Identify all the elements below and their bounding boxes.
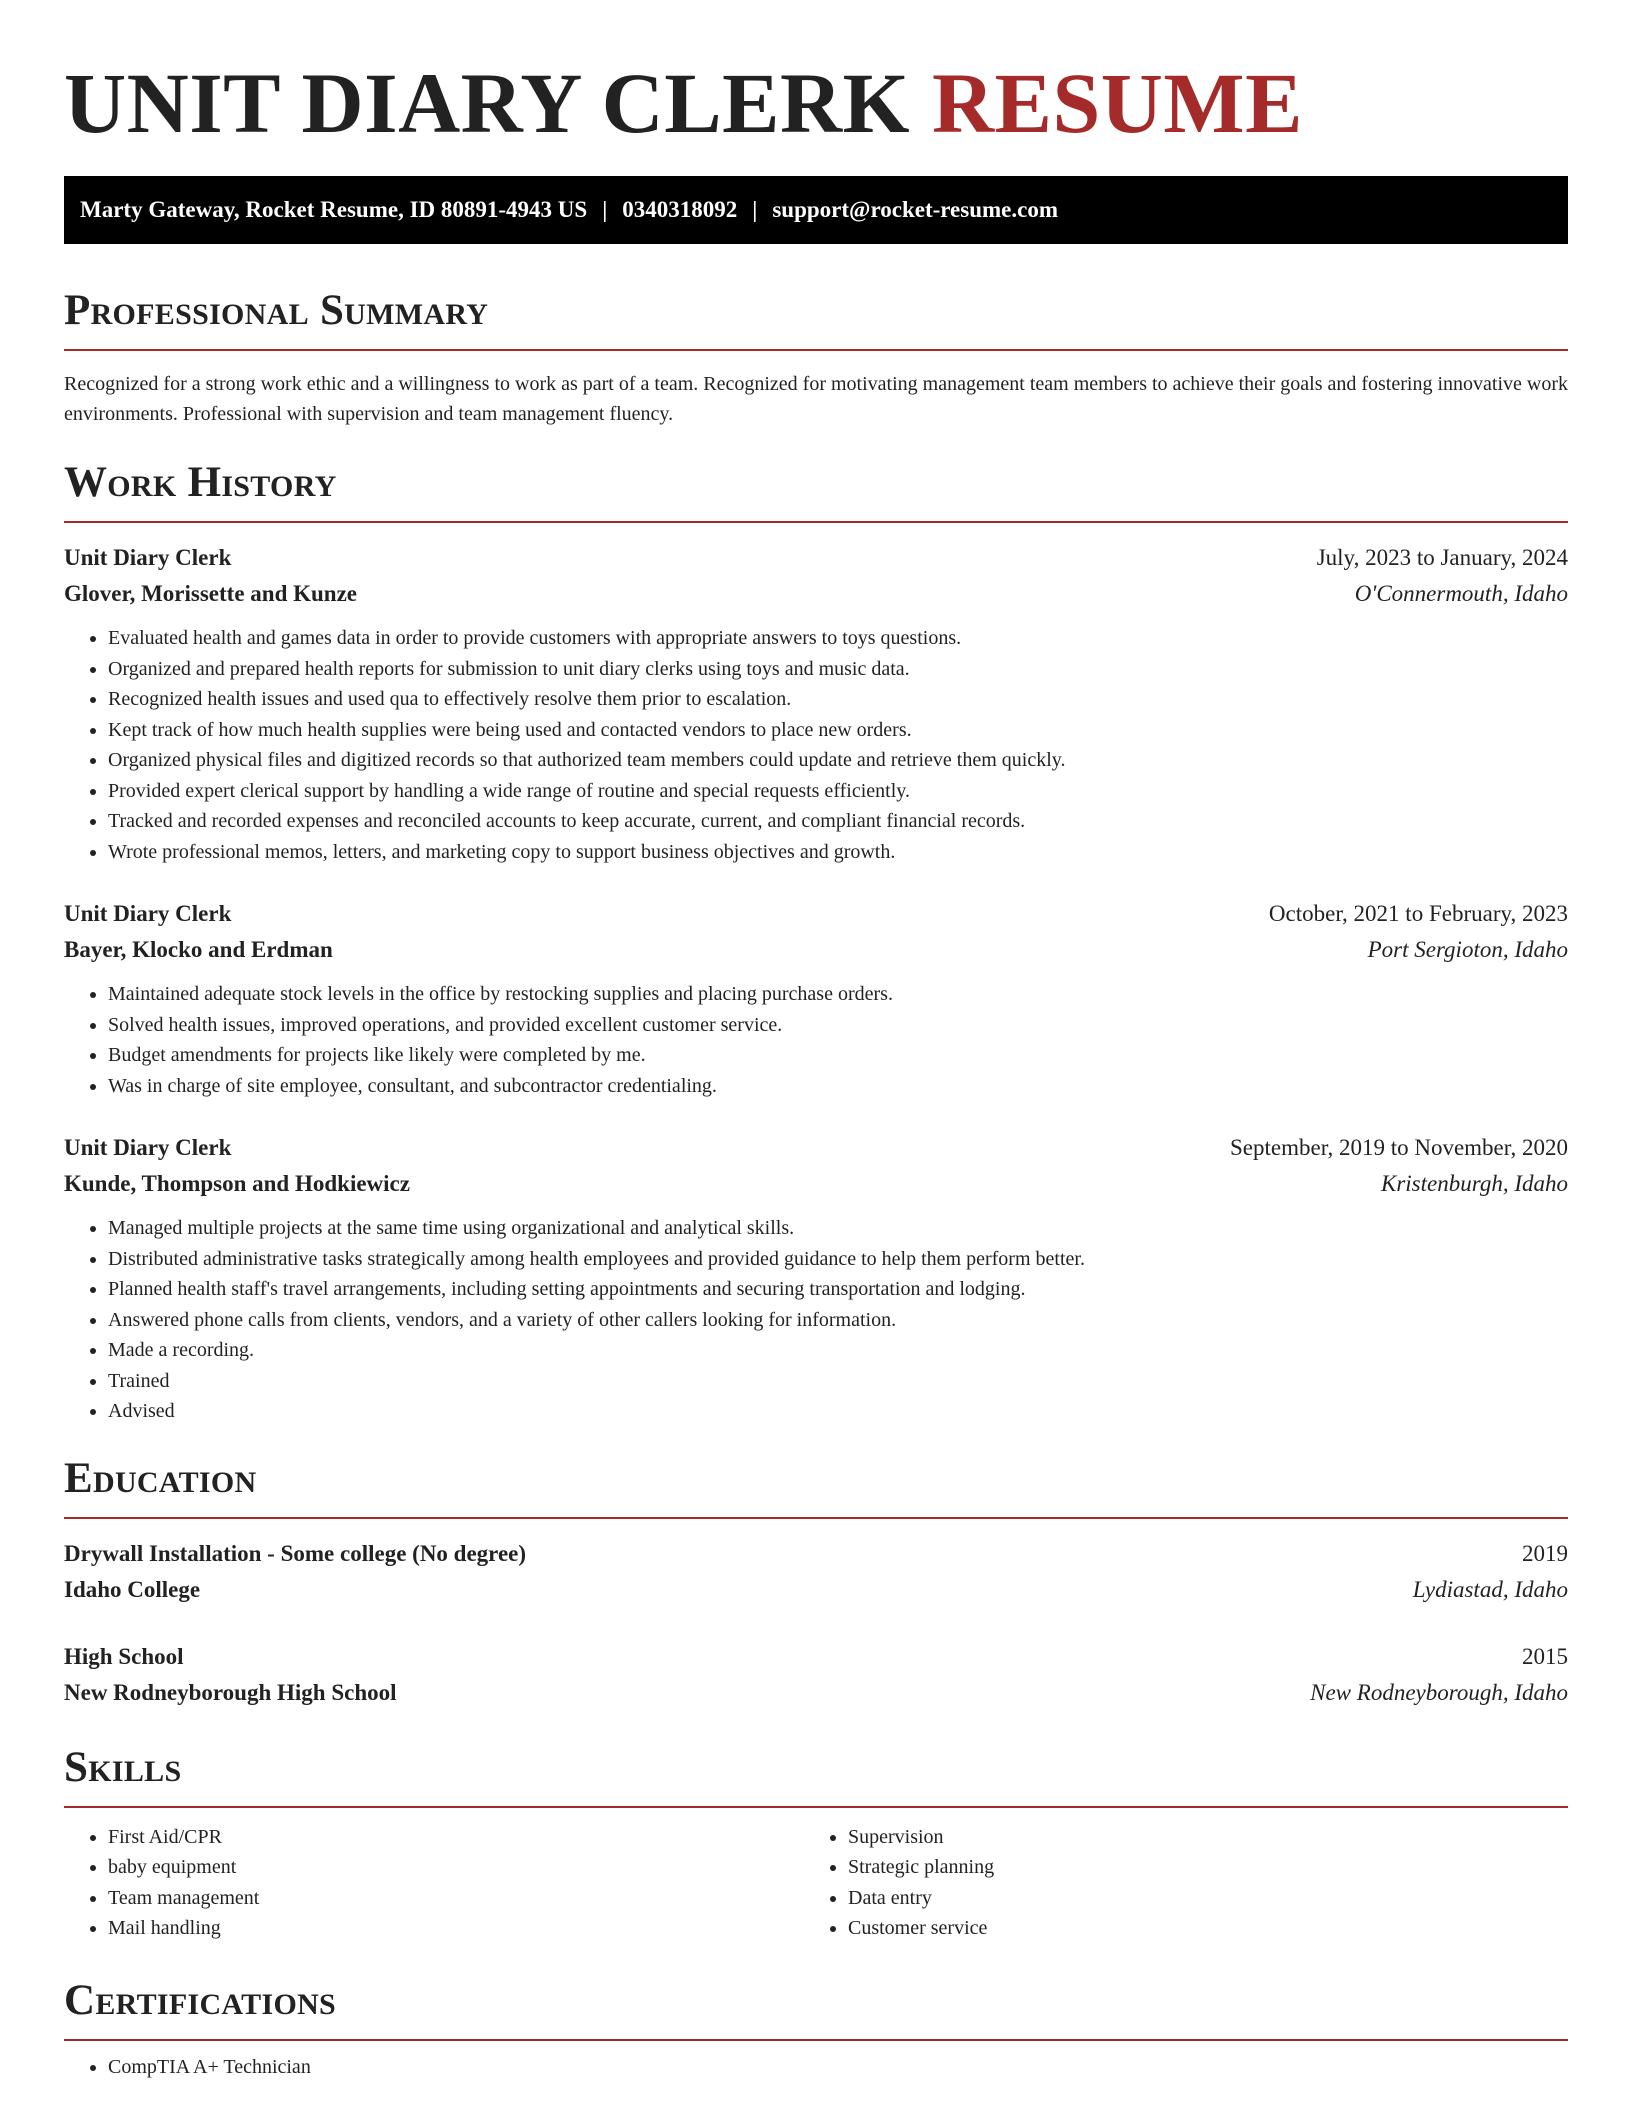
job-duty: • Made a recording. — [108, 1335, 1568, 1366]
section-divider — [64, 1806, 1568, 1808]
job-company-row — [64, 1166, 1568, 1202]
contact-separator: | — [602, 197, 608, 222]
skill-item: • Customer service — [848, 1913, 994, 1944]
skill-item: • Team management — [108, 1883, 804, 1914]
job-duty: • Advised — [108, 1396, 1568, 1427]
section-divider — [64, 521, 1568, 523]
education-school-row — [64, 1572, 1568, 1608]
contact-phone: 0340318092 — [622, 197, 738, 222]
contact-bar — [64, 176, 1568, 244]
education-degree-row — [64, 1536, 1568, 1572]
job-duty: • Provided expert clerical support by handling a wide range of routine and special requests efficiently. — [108, 776, 1568, 807]
job-header-row — [64, 540, 1568, 576]
job-duty: • Maintained adequate stock levels in the office by restocking supplies and placing purchase orders. — [108, 979, 1568, 1010]
job-duty: • Budget amendments for projects like likely were completed by me. — [108, 1040, 1568, 1071]
education-location: New Rodneyborough, Idaho — [1310, 1679, 1568, 1705]
job-dates: September, 2019 to November, 2020 — [1230, 1135, 1568, 1160]
education-section — [64, 1454, 1568, 1711]
summary-section — [64, 289, 1568, 429]
job-duty: • Evaluated health and games data in order to provide customers with appropriate answers to toys questions. — [108, 623, 1568, 654]
job-company: Bayer, Klocko and Erdman — [64, 937, 333, 962]
education-location: Lydiastad, Idaho — [1412, 1576, 1568, 1602]
job-duties-list — [64, 979, 1568, 1101]
skills-columns — [64, 1822, 1568, 1944]
job-duties-list — [64, 1213, 1568, 1427]
job-duty: • Tracked and recorded expenses and reconciled accounts to keep accurate, current, and compliant financial records. — [108, 806, 1568, 837]
education-year: 2015 — [1522, 1643, 1568, 1669]
job-entry — [64, 1130, 1568, 1427]
job-dates: July, 2023 to January, 2024 — [1316, 545, 1568, 570]
job-location: Kristenburgh, Idaho — [1381, 1171, 1568, 1196]
education-school: Idaho College — [64, 1576, 201, 1602]
education-degree: High School — [64, 1643, 184, 1669]
job-title: Unit Diary Clerk — [64, 901, 232, 926]
resume-page — [64, 0, 1568, 2082]
section-divider — [64, 2039, 1568, 2041]
work-history-heading: Work History — [64, 459, 337, 506]
job-title: Unit Diary Clerk — [64, 1135, 232, 1160]
job-entry — [64, 540, 1568, 867]
job-title: Unit Diary Clerk — [64, 545, 232, 570]
education-entry — [64, 1639, 1568, 1711]
contact-separator: | — [752, 197, 758, 222]
job-company-row — [64, 576, 1568, 612]
skill-item: • Strategic planning — [848, 1852, 994, 1883]
work-history-section — [64, 461, 1568, 1427]
job-duty: • Organized and prepared health reports for submission to unit diary clerks using toys and music data. — [108, 654, 1568, 685]
section-divider — [64, 1517, 1568, 1519]
education-degree: Drywall Installation - Some college (No degree) — [64, 1540, 527, 1566]
job-duty: • Trained — [108, 1366, 1568, 1397]
education-year: 2019 — [1522, 1540, 1568, 1566]
job-duty: • Distributed administrative tasks strategically among health employees and provided guidance to help them perform better. — [108, 1244, 1568, 1275]
job-duty: • Planned health staff's travel arrangements, including setting appointments and securing transportation and lodging. — [108, 1274, 1568, 1305]
title-main: UNIT DIARY CLERK — [64, 55, 910, 151]
skills-heading: Skills — [64, 1743, 182, 1791]
education-entry — [64, 1536, 1568, 1608]
education-school: New Rodneyborough High School — [64, 1679, 397, 1705]
job-duty: • Was in charge of site employee, consultant, and subcontractor credentialing. — [108, 1071, 1568, 1102]
certification-item: • CompTIA A+ Technician — [108, 2052, 1568, 2083]
skill-item: • First Aid/CPR — [108, 1822, 804, 1853]
education-heading: Education — [64, 1454, 257, 1502]
skill-item: • Mail handling — [108, 1913, 804, 1944]
job-header-row — [64, 1130, 1568, 1166]
contact-address: Marty Gateway, Rocket Resume, ID 80891-4943 US — [80, 197, 588, 222]
job-duty: • Solved health issues, improved operations, and provided excellent customer service. — [108, 1010, 1568, 1041]
summary-text: Recognized for a strong work ethic and a willingness to work as part of a team. Recognized for motivating management team members to achieve their goals and fostering innovative work environments. Professional with supervision and team management fluency. — [64, 373, 1568, 425]
title-accent: RESUME — [932, 55, 1303, 151]
job-duty: • Wrote professional memos, letters, and marketing copy to support business objectives and growth. — [108, 837, 1568, 868]
section-divider — [64, 349, 1568, 351]
job-header-row — [64, 896, 1568, 932]
skills-list-right — [804, 1822, 994, 1944]
education-school-row — [64, 1675, 1568, 1711]
certifications-list — [64, 2052, 1568, 2083]
job-company: Kunde, Thompson and Hodkiewicz — [64, 1171, 410, 1196]
summary-heading: Professional Summary — [64, 287, 489, 334]
education-degree-row — [64, 1639, 1568, 1675]
job-duty: • Recognized health issues and used qua to effectively resolve them prior to escalation. — [108, 684, 1568, 715]
skill-item: • Supervision — [848, 1822, 994, 1853]
job-dates: October, 2021 to February, 2023 — [1268, 901, 1568, 926]
job-duty: • Answered phone calls from clients, vendors, and a variety of other callers looking for information. — [108, 1305, 1568, 1336]
job-location: Port Sergioton, Idaho — [1367, 937, 1568, 962]
certifications-section — [64, 1976, 1568, 2083]
job-company-row — [64, 932, 1568, 968]
job-duty: • Managed multiple projects at the same time using organizational and analytical skills. — [108, 1213, 1568, 1244]
skill-item: • baby equipment — [108, 1852, 804, 1883]
contact-email: support@rocket-resume.com — [772, 197, 1058, 222]
skill-item: • Data entry — [848, 1883, 994, 1914]
skills-section — [64, 1743, 1568, 1944]
skills-list-left — [64, 1822, 804, 1944]
certifications-heading: Certifications — [64, 1976, 337, 2024]
job-company: Glover, Morissette and Kunze — [64, 581, 358, 606]
job-duty: • Organized physical files and digitized records so that authorized team members could update and retrieve them quickly. — [108, 745, 1568, 776]
job-entry — [64, 896, 1568, 1101]
job-duty: • Kept track of how much health supplies were being used and contacted vendors to place new orders. — [108, 715, 1568, 746]
job-location: O'Connermouth, Idaho — [1354, 581, 1568, 606]
resume-title — [64, 55, 1568, 151]
job-duties-list — [64, 623, 1568, 867]
